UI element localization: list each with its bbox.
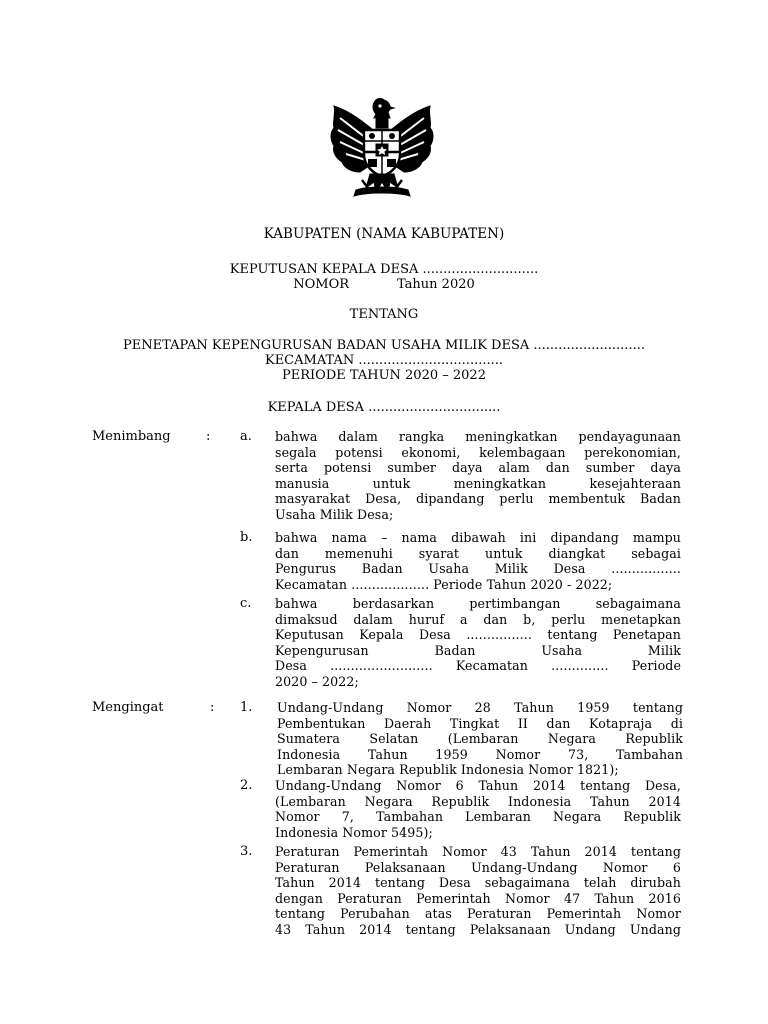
text-line: Nomor 7, Tambahan Lembaran Negara Republik xyxy=(275,809,681,825)
text-line: dimaksud dalam huruf a dan b, perlu menetapkan xyxy=(275,611,681,627)
text-line: Kepengurusan Badan Usaha Milik xyxy=(275,642,681,658)
menimbang-marker-a: a. xyxy=(240,429,252,444)
subject-line-2: KECAMATAN ................................... xyxy=(264,353,503,368)
text-line: bahwa berdasarkan pertimbangan sebagaimana xyxy=(275,596,681,611)
menimbang-label: Menimbang xyxy=(92,429,171,444)
text-line: bahwa nama – nama dibawah ini dipandang mampu xyxy=(275,530,681,545)
text-line: Indonesia Tahun 1959 Nomor 73, Tambahan xyxy=(277,746,683,762)
text-line: dan memenuhi syarat untuk diangkat sebagai xyxy=(275,545,681,561)
text-line: Sumatera Selatan (Lembaran Negara Republik xyxy=(277,731,683,747)
garuda-emblem-icon xyxy=(326,94,438,200)
subject-line-3: PERIODE TAHUN 2020 – 2022 xyxy=(282,368,486,383)
issuer-title: KEPALA DESA ................................ xyxy=(267,400,501,415)
nomor-year: Tahun 2020 xyxy=(397,277,475,292)
menimbang-colon: : xyxy=(206,429,211,444)
text-line: Keputusan Kepala Desa ................ tentang Penetapan xyxy=(275,627,681,643)
text-line: Lembaran Negara Republik Indonesia Nomor 1821); xyxy=(277,762,619,778)
text-line: Pembentukan Daerah Tingkat II dan Kotapraja di xyxy=(277,715,683,731)
text-line: Peraturan Pelaksanaan Undang-Undang Nomor 6 xyxy=(275,859,681,875)
mengingat-colon: : xyxy=(210,700,215,715)
menimbang-item-a xyxy=(275,429,681,523)
decision-title: KEPUTUSAN KEPALA DESA ............................ xyxy=(229,262,539,277)
text-line: Tahun 2014 tentang Desa sebagaimana telah dirubah xyxy=(275,875,681,891)
text-line: serta potensi sumber daya alam dan sumber daya xyxy=(275,460,681,476)
menimbang-item-b xyxy=(275,530,681,592)
text-line: 2020 – 2022; xyxy=(275,673,359,689)
text-line: bahwa dalam rangka meningkatkan pendayagunaan xyxy=(275,429,681,444)
text-line: Indonesia Nomor 5495); xyxy=(275,824,433,840)
menimbang-item-c xyxy=(275,596,681,690)
mengingat-label: Mengingat xyxy=(92,700,164,715)
menimbang-marker-b: b. xyxy=(240,530,253,545)
mengingat-item-2 xyxy=(275,778,681,840)
text-line: Peraturan Pemerintah Nomor 43 Tahun 2014 tentang xyxy=(275,844,681,859)
regency-title: KABUPATEN (NAMA KABUPATEN) xyxy=(263,226,505,242)
nomor-label: NOMOR xyxy=(293,277,350,292)
mengingat-item-1 xyxy=(277,700,683,778)
text-line: manusia untuk meningkatkan kesejahteraan xyxy=(275,475,681,491)
text-line: Usaha Milik Desa; xyxy=(275,506,394,522)
mengingat-marker-2: 2. xyxy=(240,778,253,793)
text-line: Kecamatan ................... Periode Tahun 2020 - 2022; xyxy=(275,576,613,592)
text-line: 43 Tahun 2014 tentang Pelaksanaan Undang Undang xyxy=(275,921,681,937)
mengingat-item-3 xyxy=(275,844,681,938)
text-line: Desa ......................... Kecamatan .............. Periode xyxy=(275,658,681,674)
decision-number xyxy=(0,277,768,293)
text-line: Undang-Undang Nomor 6 Tahun 2014 tentang Desa, xyxy=(275,778,681,793)
text-line: (Lembaran Negara Republik Indonesia Tahun 2014 xyxy=(275,793,681,809)
tentang-heading: TENTANG xyxy=(349,307,419,322)
text-line: tentang Perubahan atas Peraturan Pemerintah Nomor xyxy=(275,906,681,922)
subject-line-1: PENETAPAN KEPENGURUSAN BADAN USAHA MILIK DESA ........................... xyxy=(123,338,645,353)
text-line: masyarakat Desa, dipandang perlu membentuk Badan xyxy=(275,491,681,507)
text-line: Undang-Undang Nomor 28 Tahun 1959 tentang xyxy=(277,700,683,715)
text-line: Pengurus Badan Usaha Milik Desa ................. xyxy=(275,561,681,577)
mengingat-marker-3: 3. xyxy=(240,844,253,859)
menimbang-marker-c: c. xyxy=(240,596,252,611)
text-line: dengan Peraturan Pemerintah Nomor 47 Tahun 2016 xyxy=(275,890,681,906)
text-line: segala potensi ekonomi, kelembagaan perekonomian, xyxy=(275,444,681,460)
mengingat-marker-1: 1. xyxy=(240,700,253,715)
